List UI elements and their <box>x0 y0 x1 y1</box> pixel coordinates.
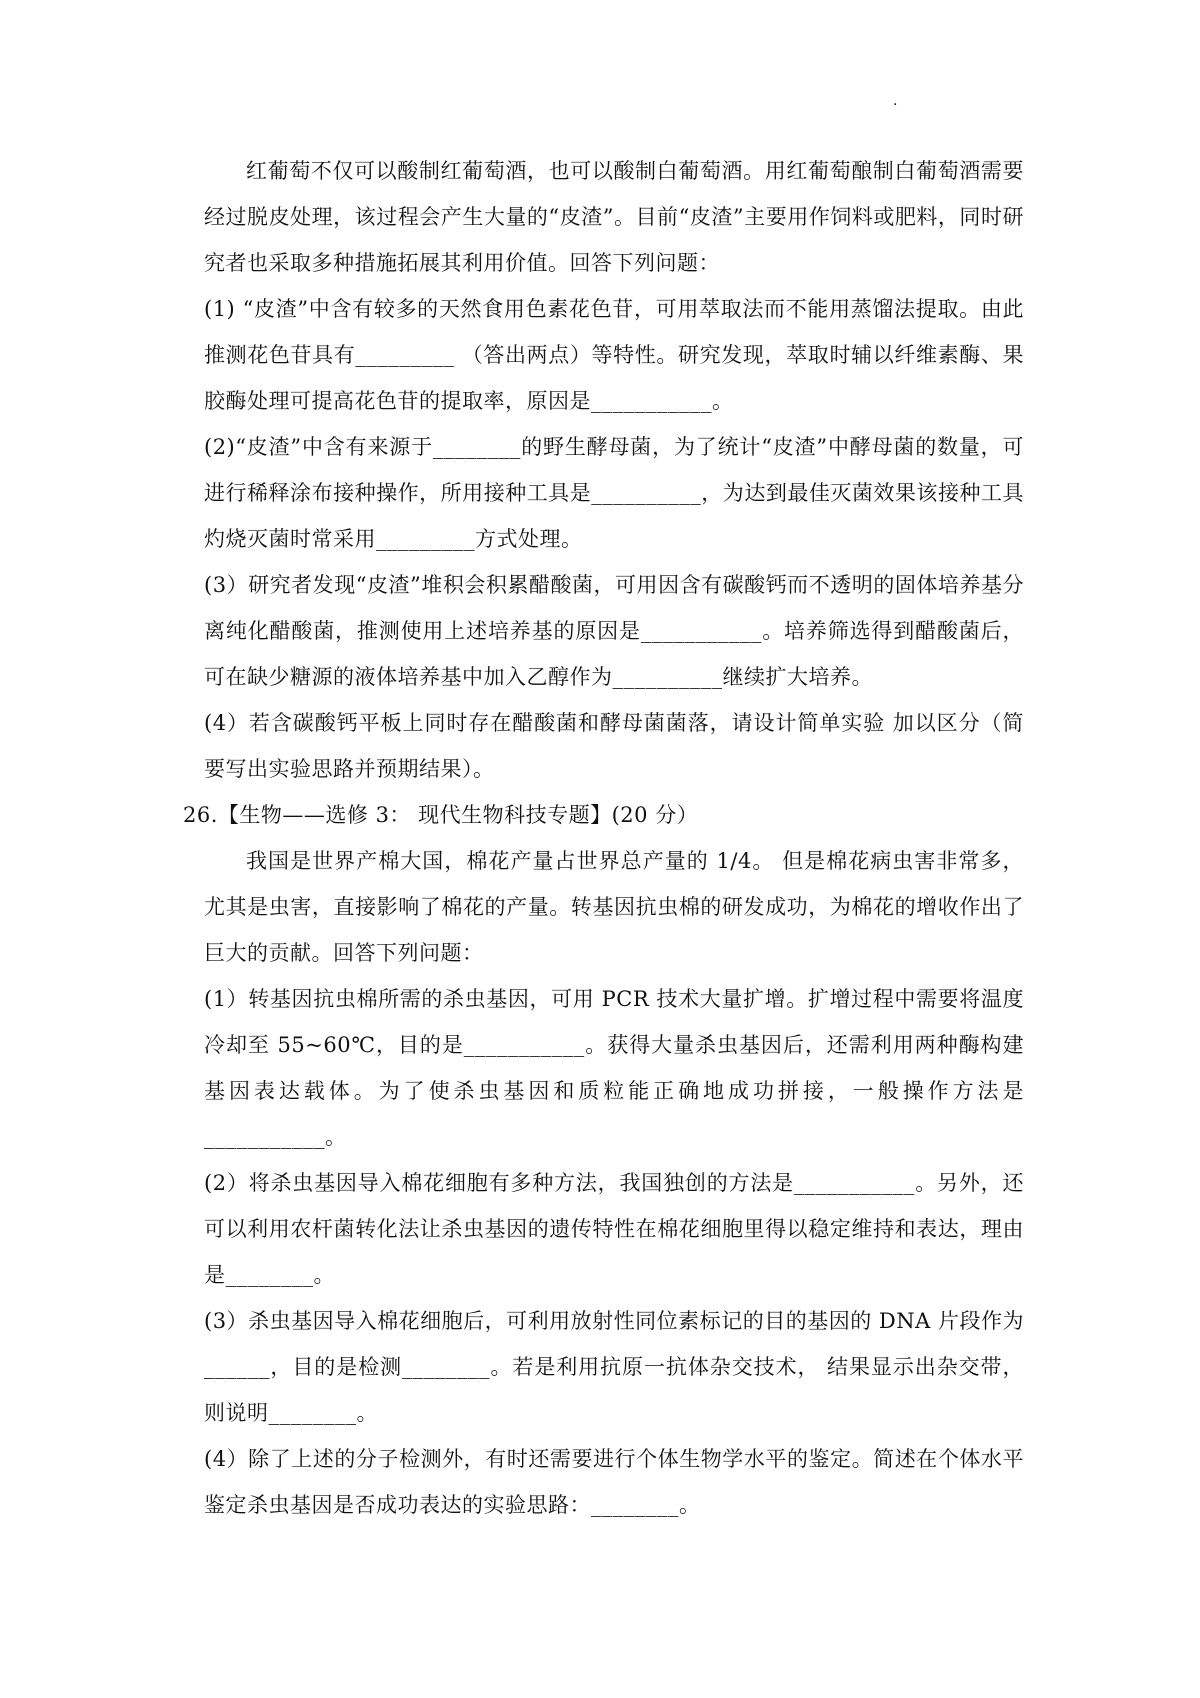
section2-question-1: (1）转基因抗虫棉所需的杀虫基因，可用 PCR 技术大量扩增。扩增过程中需要将温度冷却至 55~60℃，目的是___________。获得大量杀虫基因后，还需利用两种酶构建基因表达载体。为了使杀虫基因和质粒能正确地成功拼接，一般操作方法是___________。 <box>204 987 1024 1149</box>
section2-question-2: (2）将杀虫基因导入棉花细胞有多种方法，我国独创的方法是___________。另外，还可以利用农杆菌转化法让杀虫基因的遗传特性在棉花细胞里得以稳定维持和表达，理由是________。 <box>204 1171 1024 1287</box>
page-mark: · <box>893 97 898 113</box>
section2-question-4: (4）除了上述的分子检测外，有时还需要进行个体生物学水平的鉴定。简述在个体水平鉴定杀虫基因是否成功表达的实验思路：________。 <box>204 1447 1024 1517</box>
section1-intro: 红葡萄不仅可以酸制红葡萄酒，也可以酸制白葡萄酒。用红葡萄酿制白葡萄酒需要经过脱皮处理，该过程会产生大量的“皮渣”。目前“皮渣”主要用作饲料或肥料，同时研究者也采取多种措施拓展其利用价值。回答下列问题： <box>204 159 1024 275</box>
section2-intro: 我国是世界产棉大国，棉花产量占世界总产量的 1/4。 但是棉花病虫害非常多，尤其是虫害，直接影响了棉花的产量。转基因抗虫棉的研发成功，为棉花的增收作出了巨大的贡献。回答下列问题： <box>204 849 1024 965</box>
question-26-heading: 26.【生物——选修 3： 现代生物科技专题】(20 分） <box>183 803 699 827</box>
section1-question-1: (1) “皮渣”中含有较多的天然食用色素花色苷，可用萃取法而不能用蒸馏法提取。由此推测花色苷具有_________ （答出两点）等特性。研究发现，萃取时辅以纤维素酶、果胶酶处理可提高花色苷的提取率，原因是___________。 <box>204 297 1024 413</box>
section2-question-3: (3）杀虫基因导入棉花细胞后，可利用放射性同位素标记的目的基因的 DNA 片段作为______，目的是检测________。若是利用抗原一抗体杂交技术， 结果显示出杂交带，则说明________。 <box>204 1309 1024 1425</box>
section1-question-4: (4）若含碳酸钙平板上同时存在醋酸菌和酵母菌菌落，请设计简单实验 加以区分（简要写出实验思路并预期结果）。 <box>204 711 1024 781</box>
section1-question-2: (2)“皮渣”中含有来源于________的野生酵母菌，为了统计“皮渣”中酵母菌的数量，可进行稀释涂布接种操作，所用接种工具是__________，为达到最佳灭菌效果该接种工具灼烧灭菌时常采用_________方式处理。 <box>204 435 1024 551</box>
document-body <box>183 148 1024 1528</box>
section1-question-3: (3）研究者发现“皮渣”堆积会积累醋酸菌，可用因含有碳酸钙而不透明的固体培养基分离纯化醋酸菌，推测使用上述培养基的原因是___________。培养筛选得到醋酸菌后，可在缺少糖源的液体培养基中加入乙醇作为__________继续扩大培养。 <box>204 573 1024 689</box>
